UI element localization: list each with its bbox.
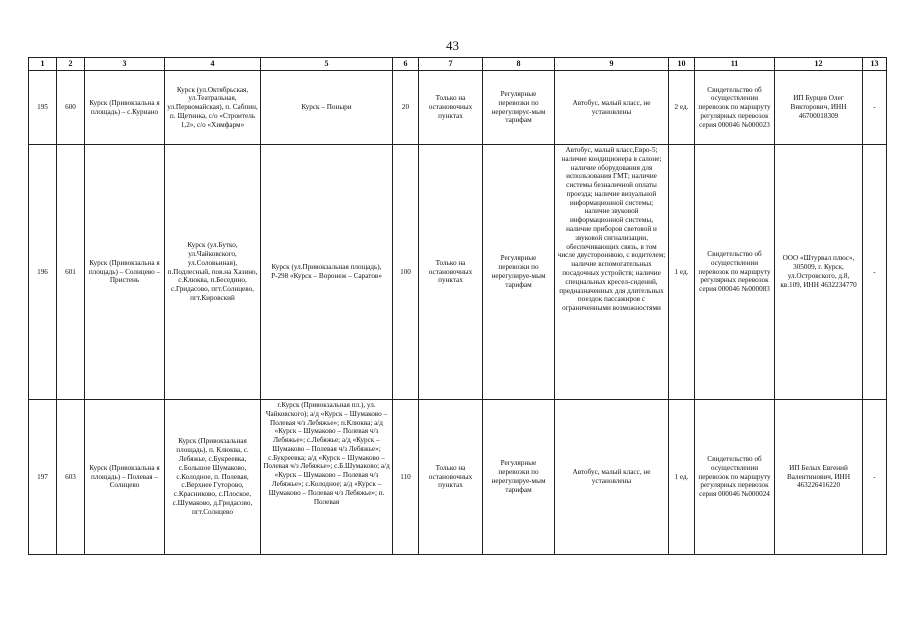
vehicle-characteristics: Автобус, малый класс, не установлены <box>555 400 669 555</box>
header-row <box>29 58 887 71</box>
route-roads: Курск – Поныри <box>261 71 393 145</box>
page-number: 43 <box>446 38 459 53</box>
col-header: 5 <box>261 58 393 71</box>
vehicle-count: 2 ед. <box>669 71 695 145</box>
col-header: 13 <box>863 58 887 71</box>
route-length: 20 <box>393 71 419 145</box>
certificate: Свидетельство об осуществлении перевозок по маршруту регулярных перевозок серия 000046 №000023 <box>695 71 775 145</box>
col-header: 10 <box>669 58 695 71</box>
certificate: Свидетельство об осуществлении перевозок по маршруту регулярных перевозок серия 000046 №000024 <box>695 400 775 555</box>
route-registry-table <box>28 57 887 555</box>
col-header: 9 <box>555 58 669 71</box>
route-streets: Курск (Привокзальная площадь), п. Клюква, с. Лебяжье, с.Букреевка, с.Большое Шумаково, с.Колодное, п. Полевая, с.Верхнее Гуторово, с.Красниково, с.Плоское, с.Шумаково, д.Гридасово, пгт.Солнцево <box>165 400 261 555</box>
col-header: 8 <box>483 58 555 71</box>
route-streets: Курск (ул.Октябрьская, ул.Театральная, ул.Первомайская), п. Сабпин, п. Щетинка, с/о «Строитель 1,2», с/о «Химфарм» <box>165 71 261 145</box>
carrier: ИП Белых Евгений Валентинович, ИНН 463226416220 <box>775 400 863 555</box>
col-header: 2 <box>57 58 85 71</box>
extra-cell: - <box>863 145 887 400</box>
row-number: 197 <box>29 400 57 555</box>
extra-cell: - <box>863 71 887 145</box>
route-length: 110 <box>393 400 419 555</box>
col-header: 1 <box>29 58 57 71</box>
vehicle-count: 1 ед. <box>669 145 695 400</box>
col-header: 12 <box>775 58 863 71</box>
extra-cell: - <box>863 400 887 555</box>
route-name: Курск (Привокзальна я площадь) – Солнцево – Пристень <box>85 145 165 400</box>
vehicle-characteristics: Автобус, малый класс,Евро-5; наличие кондиционера в салоне; наличие оборудования для использования ГМТ; наличие системы безналичной оплаты проезда; наличие визуальной информационной системы; наличие звуковой информационной системы, наличие приборов световой и звуковой сигнализации, обеспечивающих связь, в том числе двустороннюю, с водителем; наличие вспомогательных посадочных устройств; наличие специальных кресел-сидений, предназначенных для длительных поездок пассажиров с ограниченными возможностями <box>555 145 669 400</box>
stop-procedure: Только на остановочных пунктах <box>419 400 483 555</box>
carrier: ИП Бурцев Олег Викторович, ИНН 46700018309 <box>775 71 863 145</box>
route-roads: Курск (ул.Привокзальная площадь), Р-298 «Курск – Воронеж – Саратов» <box>261 145 393 400</box>
carrier: ООО «Штурвал плюс», 305009, г. Курск, ул.Островского, д.8, кв.109, ИНН 4632234770 <box>775 145 863 400</box>
route-number: 600 <box>57 71 85 145</box>
table-row <box>29 145 887 400</box>
route-roads: г.Курск (Привокзальная пл.), ул. Чайковского); а/д «Курск – Шумаково – Полевая ч/з Лебяжье»; п.Клюква; а/д «Курск – Шумаково – Полевая ч/з Лебяжье»; с.Лебяжье; а/д «Курск – Шумаково – Полевая ч/з Лебяжье»; с.Букреевка; а/д «Курск – Шумаково – Полевая ч/з Лебяжье»; с.Б.Шумаково; а/д «Курск – Шумаково – Полевая ч/з Лебяжье»; с.Колодное; а/д «Курск – Шумаково – Полевая ч/з Лебяжье»; п. Полевая <box>261 400 393 555</box>
stop-procedure: Только на остановочных пунктах <box>419 71 483 145</box>
col-header: 4 <box>165 58 261 71</box>
route-name: Курск (Привокзальна я площадь) – Полевая – Солнцево <box>85 400 165 555</box>
vehicle-count: 1 ед. <box>669 400 695 555</box>
col-header: 11 <box>695 58 775 71</box>
route-number: 601 <box>57 145 85 400</box>
row-number: 195 <box>29 71 57 145</box>
certificate: Свидетельство об осуществлении перевозок по маршруту регулярных перевозок серия 000046 №000083 <box>695 145 775 400</box>
col-header: 3 <box>85 58 165 71</box>
col-header: 7 <box>419 58 483 71</box>
vehicle-characteristics: Автобус, малый класс, не установлены <box>555 71 669 145</box>
route-streets: Курск (ул.Бутко, ул.Чайковского, ул.Соловьиная), п.Подлесный, пов.на Хазино, с.Клюква, п.Беседино, с.Гридасово, пгт.Солнцево, пгт.Кировский <box>165 145 261 400</box>
col-header: 6 <box>393 58 419 71</box>
transport-type: Регулярные перевозки по нерегулирує-мым тарифам <box>483 71 555 145</box>
table-row <box>29 71 887 145</box>
route-name: Курск (Привокзальна я площадь) – с.Куриано <box>85 71 165 145</box>
route-number: 603 <box>57 400 85 555</box>
table-row <box>29 400 887 555</box>
row-number: 196 <box>29 145 57 400</box>
transport-type: Регулярные перевозки по нерегулируе-мым тарифам <box>483 145 555 400</box>
transport-type: Регулярные перевозки по нерегулируе-мым тарифам <box>483 400 555 555</box>
stop-procedure: Только на остановочных пунктах <box>419 145 483 400</box>
route-length: 100 <box>393 145 419 400</box>
